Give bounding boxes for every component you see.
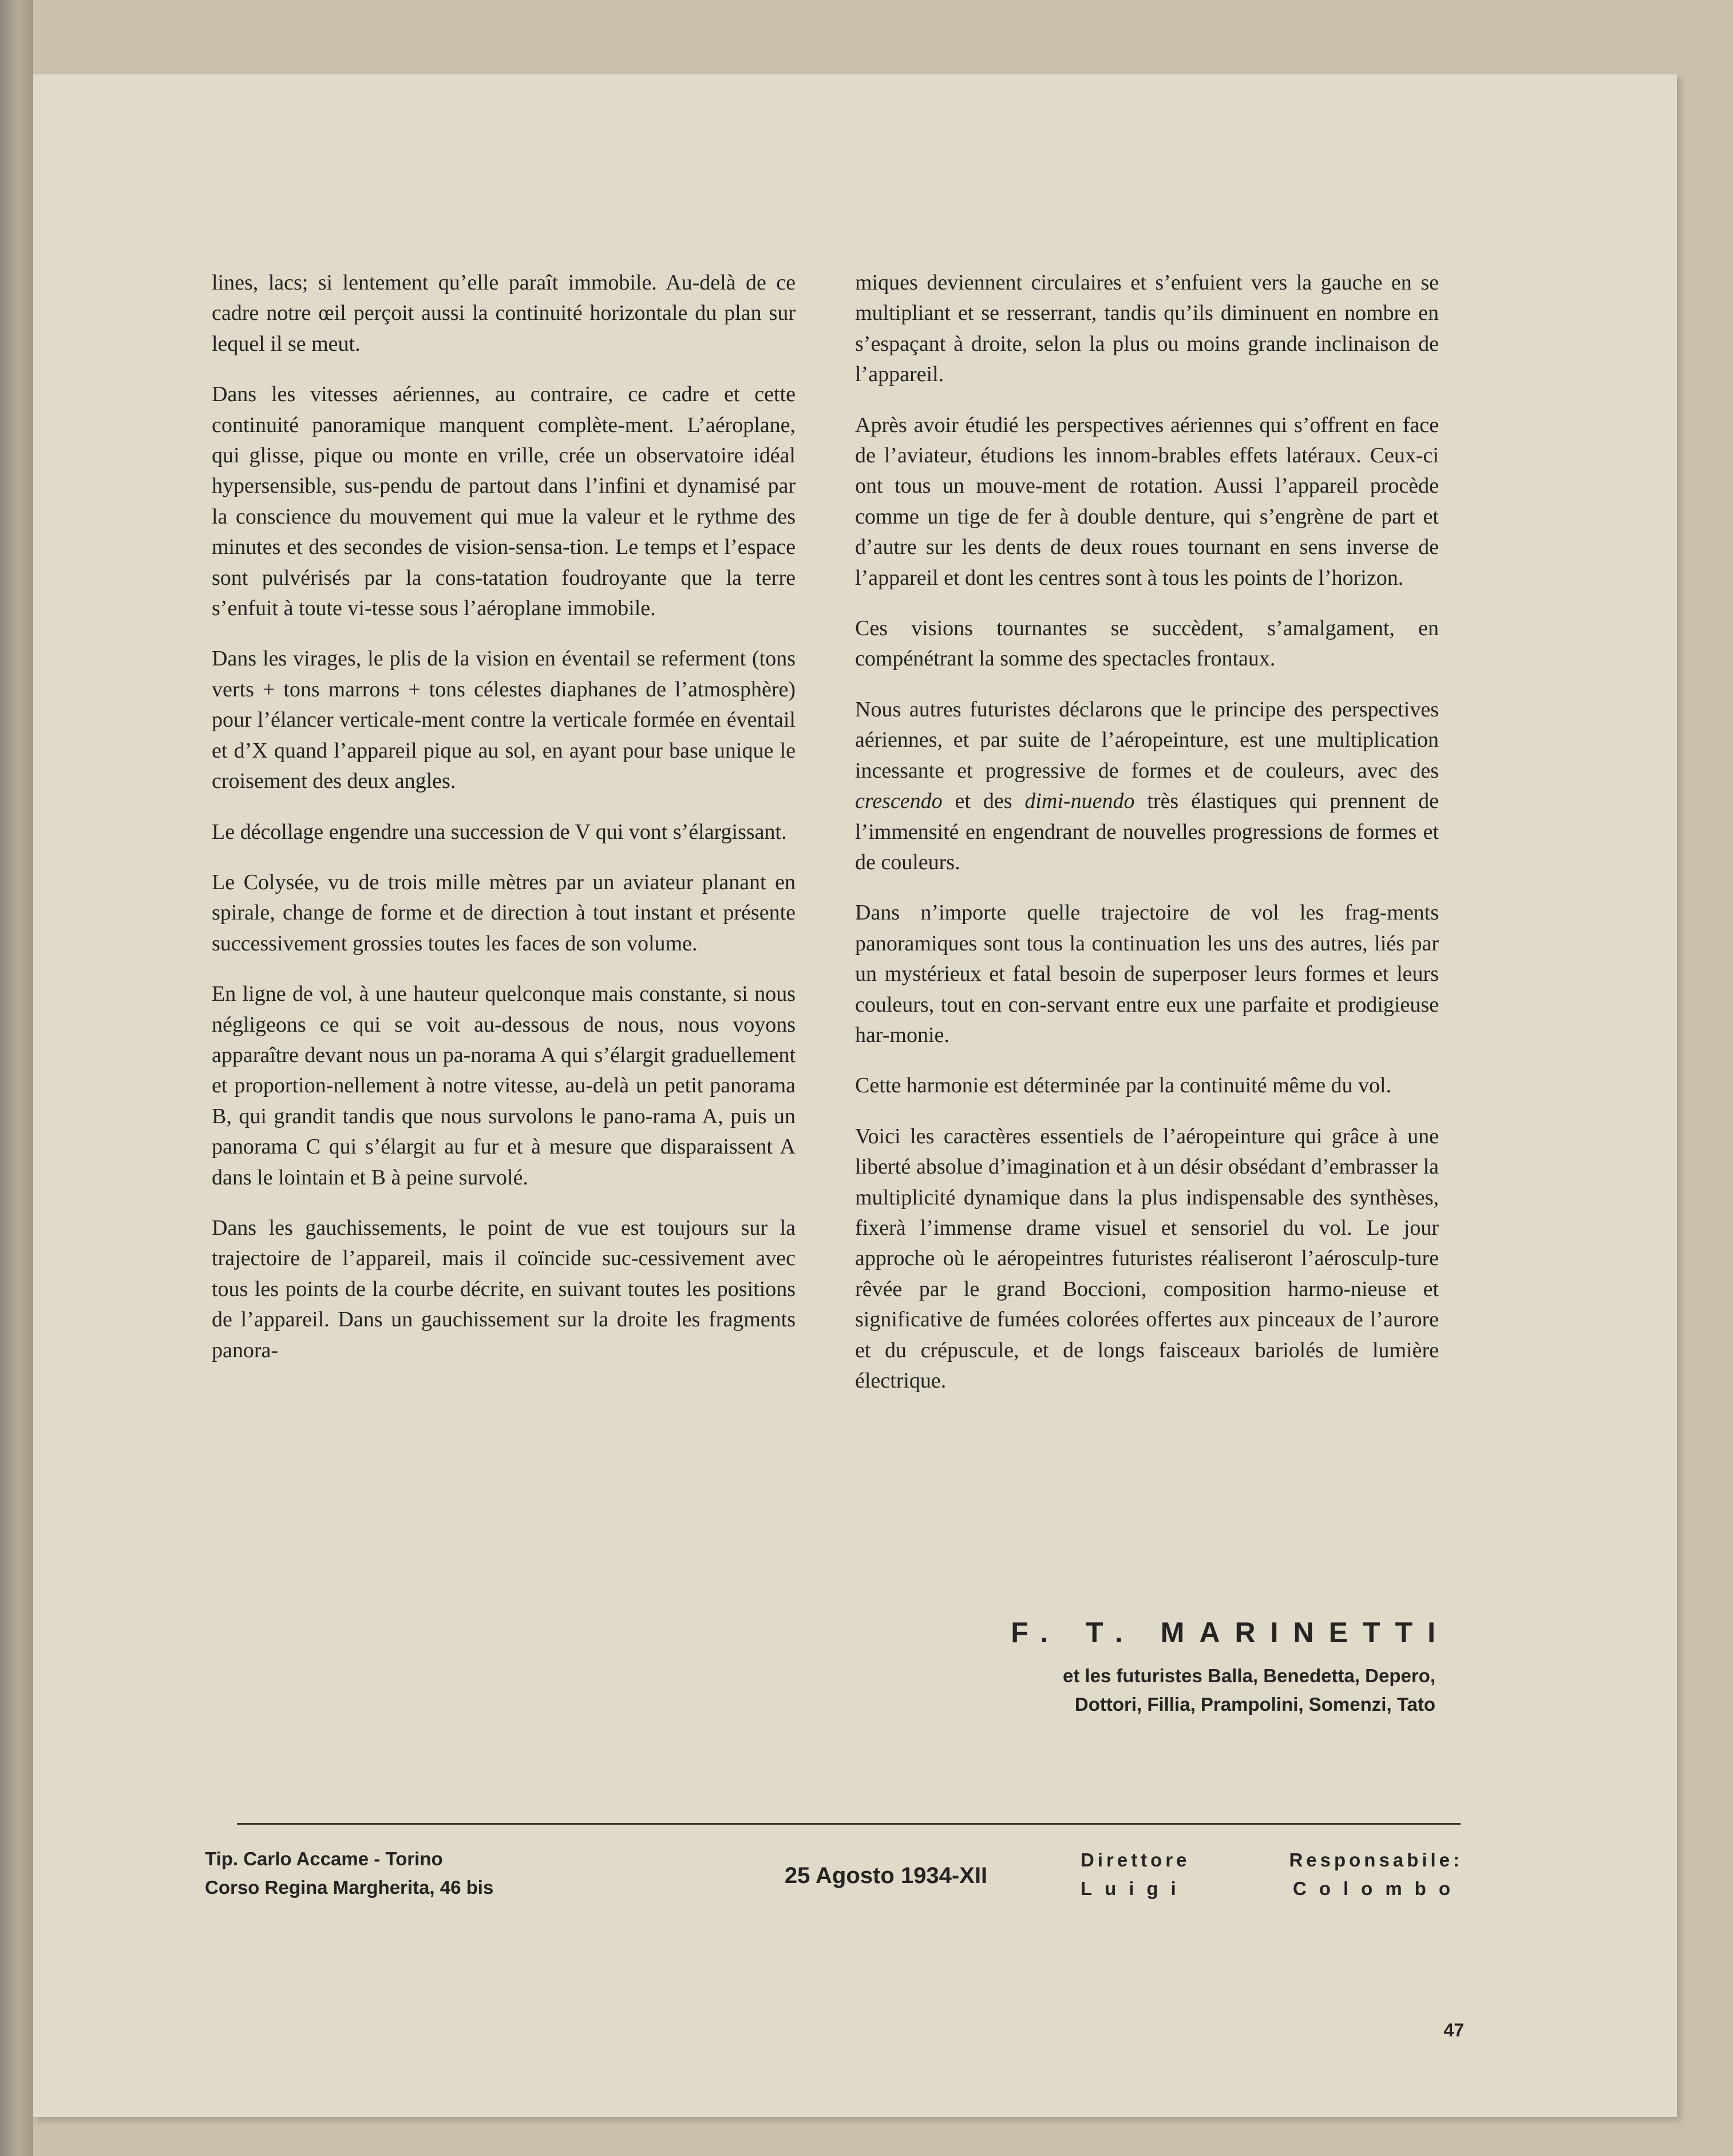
footer-divider <box>237 1823 1461 1825</box>
director-label: Direttore <box>1081 1849 1190 1870</box>
paragraph: Le Colysée, vu de trois mille mètres par un aviateur planant en spirale, change de forme et de direction à tout instant et présente successivement grossies toutes les faces de son volume. <box>212 870 796 956</box>
paragraph: Cette harmonie est déterminée par la continuité même du vol. <box>855 1073 1392 1098</box>
paragraph-text: très élastiques qui prennent de l’immensité en engendrant de nouvelles progressions de formes et de couleurs. <box>855 789 1439 874</box>
page-number: 47 <box>1443 2020 1464 2040</box>
co-signers-line: et les futuristes Balla, Benedetta, Depero, <box>1062 1665 1435 1686</box>
italic-term: dimi-nuendo <box>1024 789 1135 814</box>
paragraph: Le décollage engendre una succession de V qui vont s’élargissant. <box>212 819 787 844</box>
paragraph: miques deviennent circulaires et s’enfuient vers la gauche en se multipliant et se resserrant, tandis qu’ils diminuent en nombre en s’espaçant à droite, selon la plus ou moins grande inclinaison de l’appareil. <box>855 271 1439 387</box>
printer-info <box>205 1845 493 1902</box>
magazine-page <box>33 74 1677 2117</box>
text-column-right <box>855 268 1439 1416</box>
director-label: Responsabile: <box>1289 1849 1463 1870</box>
paragraph <box>855 695 1439 878</box>
paragraph-text: et des <box>942 789 1025 814</box>
director-name: Colombo <box>1293 1878 1463 1899</box>
paragraph: Dans les gauchissements, le point de vue est toujours sur la trajectoire de l’appareil, mais il coïncide suc-cessivement avec tous les points de la courbe décrite, en suivant toutes les positions de l’appareil. Dans un gauchissement sur la droite les fragments panora- <box>212 1215 796 1362</box>
text-column-left <box>212 268 796 1386</box>
issue-date: 25 Agosto 1934-XII <box>784 1863 988 1888</box>
paragraph: lines, lacs; si lentement qu’elle paraît immobile. Au-delà de ce cadre notre œil perçoit aussi la continuité horizontale du plan sur lequel il se meut. <box>212 271 796 356</box>
director-info <box>1081 1846 1463 1903</box>
binding-spine <box>0 0 33 2156</box>
co-signers-line: Dottori, Fillia, Prampolini, Somenzi, Tato <box>1074 1694 1435 1715</box>
paragraph: Voici les caractères essentiels de l’aéropeinture qui grâce à une liberté absolue d’imagination et à un désir obsédant d’embrasser la multiplicité dynamique dans la plus indispensable des synthèses, fixerà l’immense drame visuel et sensoriel du vol. Le jour approche où le aéropeintres futuristes réaliseront l’aérosculp-ture rêvée par le grand Boccioni, composition harmo-nieuse et significative de fumées colorées offertes aux pinceaux de l’aurore et du crépuscule, et de longs faisceaux bariolés de lumière électrique. <box>855 1124 1439 1393</box>
paragraph: Après avoir étudié les perspectives aériennes qui s’offrent en face de l’aviateur, étudions les innom-brables effets latéraux. Ceux-ci ont tous un mouve-ment de rotation. Aussi l’appareil procède comme un tige de fer à double denture, qui s’engrène de part et d’autre sur les dents de deux roues tournant en sens inverse de l’appareil et dont les centres sont à tous les points de l’horizon. <box>855 413 1439 590</box>
signature-block <box>920 1616 1450 1719</box>
paragraph: Dans les vitesses aériennes, au contraire, ce cadre et cette continuité panoramique manquent complète-ment. L’aéroplane, qui glisse, pique ou monte en vrille, crée un observatoire idéal hypersensible, sus-pendu de partout dans l’infini et dynamisé par la conscience du mouvement qui mue la valeur et le rythme des minutes et des secondes de vision-sensa-tion. Le temps et l’espace sont pulvérisés par la cons-tatation foudroyante que la terre s’enfuit à toute vi-tesse sous l’aéroplane immobile. <box>212 382 796 621</box>
italic-term: crescendo <box>855 789 943 814</box>
paragraph: Dans les virages, le plis de la vision en éventail se referment (tons verts + tons marrons + tons célestes diaphanes de l’atmosphère) pour l’élancer verticale-ment contre la verticale formée en éventail et d’X quand l’appareil pique au sol, en ayant pour base unique le croisement des deux angles. <box>212 647 796 794</box>
paragraph: Dans n’importe quelle trajectoire de vol les frag-ments panoramiques sont tous la continuation les uns des autres, liés par un mystérieux et fatal besoin de superposer leurs formes et leurs couleurs, tout en con-servant entre eux une parfaite et prodigieuse har-monie. <box>855 901 1439 1047</box>
author-name: F. T. MARINETTI <box>1011 1616 1450 1648</box>
printer-address: Corso Regina Margherita, 46 bis <box>205 1877 494 1898</box>
printer-line: Tip. Carlo Accame - Torino <box>205 1848 443 1869</box>
paragraph: En ligne de vol, à une hauteur quelconque mais constante, si nous négligeons ce qui se voit au-dessous de nous, nous voyons apparaître devant nous un pa-norama A qui s’élargit graduellement et proportion-nellement à notre vitesse, au-delà un petit panorama B, qui grandit tandis que nous survolons le pano-rama A, puis un panorama C qui s’élargit au fur et à mesure que disparaissent A dans le lointain et B à peine survolé. <box>212 982 796 1190</box>
director-name: Luigi <box>1081 1878 1189 1899</box>
paragraph: Ces visions tournantes se succèdent, s’amalgament, en compénétrant la somme des spectacles frontaux. <box>855 616 1439 671</box>
paragraph-text: Nous autres futuristes déclarons que le principe des perspectives aériennes, et par suite de l’aéropeinture, est une multiplication incessante et progressive de formes et de couleurs, avec des <box>855 697 1439 783</box>
